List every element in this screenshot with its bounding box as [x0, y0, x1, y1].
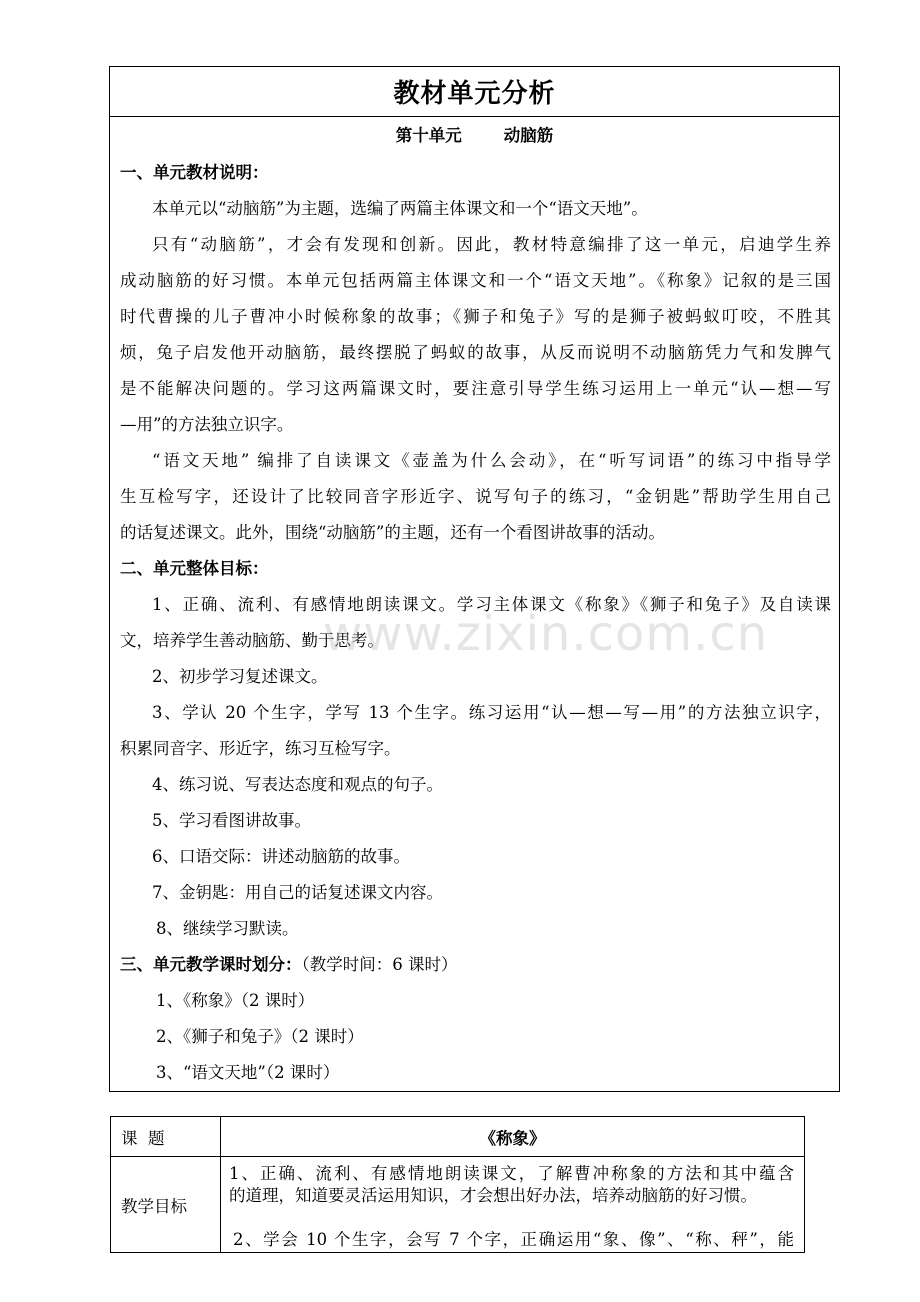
section3-heading-text: 三、单元教学课时划分： [120, 955, 302, 974]
objective-content [221, 1158, 804, 1252]
goal-item: 6、口语交际：讲述动脑筋的故事。 [152, 847, 410, 866]
goal-item: 文，培养学生善动脑筋、勤于思考。 [120, 631, 384, 650]
section1-p2-line: —用”的方法独立识字。 [120, 415, 294, 434]
objective-line: 的道理，知道要灵活运用知识，才会想出好办法，培养动脑筋的好习惯。 [229, 1185, 757, 1205]
lesson-table [110, 1116, 805, 1253]
section1-p2-line: 成动脑筋的好习惯。本单元包括两篇主体课文和一个“语文天地”。《称象》记叙的是三国 [120, 271, 831, 290]
unit-theme: 动脑筋 [503, 126, 554, 145]
plan-item: 1、《称象》（2 课时） [156, 991, 315, 1010]
plan-item: 3、“语文天地”（2 课时） [156, 1063, 340, 1082]
section1-p3-line: 生互检写字，还设计了比较同音字形近字、说写句子的练习，“金钥匙”帮助学生用自己 [120, 487, 831, 506]
section1-p2-line: 烦，兔子启发他开动脑筋，最终摆脱了蚂蚁的故事，从反而说明不动脑筋凭力气和发脾气 [120, 343, 831, 362]
section1-p3-line: “语文天地” 编排了自读课文《壶盖为什么会动》，在“听写词语”的练习中指导学 [152, 451, 831, 470]
section1-heading: 一、单元教材说明： [120, 163, 269, 182]
topic-value: 《称象》 [221, 1117, 805, 1157]
section3-heading [120, 955, 831, 975]
unit-analysis-box [109, 66, 840, 1092]
section1-p2-line: 是不能解决问题的。学习这两篇课文时，要注意引导学生练习运用上一单元“认—想—写 [120, 379, 831, 398]
table-row [111, 1117, 805, 1157]
table-row [111, 1157, 805, 1253]
plan-item: 2、《狮子和兔子》（2 课时） [156, 1027, 364, 1046]
unit-number: 第十单元 [395, 126, 462, 145]
section1-p2-line: 时代曹操的儿子曹冲小时候称象的故事；《狮子和兔子》写的是狮子被蚂蚁叮咬，不胜其 [120, 307, 831, 326]
objective-line: 1、正确、流利、有感情地朗读课文，了解曹冲称象的方法和其中蕴含 [229, 1163, 794, 1183]
goal-item: 8、继续学习默读。 [156, 919, 299, 938]
topic-label: 课 题 [111, 1117, 221, 1157]
goal-item: 3、学认 20 个生字，学写 13 个生字。练习运用“认—想—写—用”的方法独立识字， [152, 703, 831, 722]
document-title: 教材单元分析 [393, 79, 556, 109]
section1-p3-line: 的话复述课文。此外，围绕“动脑筋”的主题，还有一个看图讲故事的活动。 [120, 523, 665, 542]
section2-heading: 二、单元整体目标： [120, 559, 269, 578]
section1-p2-line: 只有“动脑筋”，才会有发现和创新。因此，教材特意编排了这一单元，启迪学生养 [152, 235, 831, 254]
unit-heading [110, 126, 839, 146]
goal-item: 7、金钥匙：用自己的话复述课文内容。 [152, 883, 443, 902]
section1-paragraph1: 本单元以“动脑筋”为主题，选编了两篇主体课文和一个“语文天地”。 [152, 199, 648, 218]
section3-note: （教学时间：6 课时） [301, 955, 458, 974]
watermark: www.zixin.com.cn [323, 606, 769, 662]
goal-item: 积累同音字、形近字，练习互检写字。 [120, 739, 401, 758]
goal-item: 4、练习说、写表达态度和观点的句子。 [152, 775, 443, 794]
objective-cell [221, 1157, 805, 1253]
goal-item: 5、学习看图讲故事。 [152, 811, 311, 830]
objective-line: 2、学会 10 个生字，会写 7 个字，正确运用“象、像”、“称、秤”，能 [233, 1229, 794, 1249]
goal-item: 2、初步学习复述课文。 [152, 667, 328, 686]
goal-item: 1、正确、流利、有感情地朗读课文。学习主体课文《称象》《狮子和兔子》及自读课 [152, 595, 831, 614]
title-row [110, 67, 839, 117]
objective-label: 教学目标 [111, 1157, 221, 1253]
